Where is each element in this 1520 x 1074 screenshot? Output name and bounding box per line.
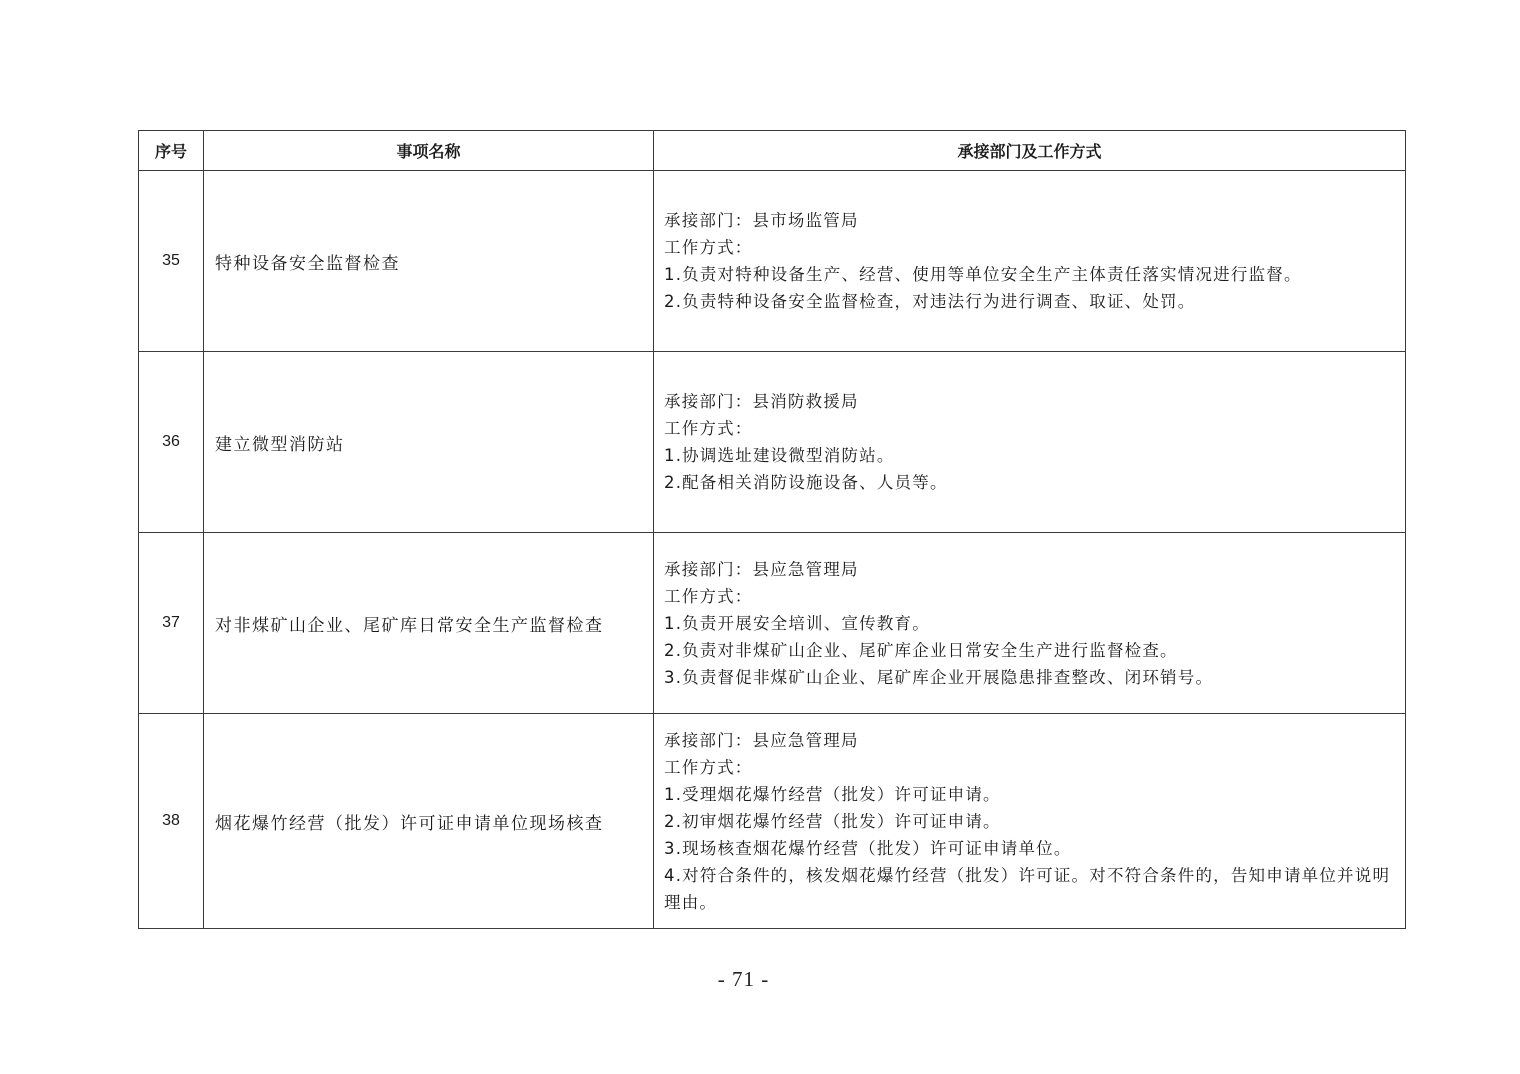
table-header-row bbox=[139, 131, 1406, 171]
department-and-method bbox=[654, 171, 1406, 352]
department-and-method bbox=[654, 533, 1406, 714]
department-and-method bbox=[654, 714, 1406, 929]
method-label: 工作方式： bbox=[664, 757, 753, 777]
table-row bbox=[139, 533, 1406, 714]
department-line: 承接部门：县应急管理局 bbox=[664, 730, 859, 750]
method-step: 4.对符合条件的，核发烟花爆竹经营（批发）许可证。对不符合条件的，告知申请单位并说明理由。 bbox=[664, 865, 1391, 912]
row-number: 38 bbox=[139, 714, 204, 929]
table-row bbox=[139, 352, 1406, 533]
header-item-name: 事项名称 bbox=[204, 131, 654, 171]
row-number: 37 bbox=[139, 533, 204, 714]
page-number: - 71 - bbox=[717, 967, 770, 991]
method-step: 2.配备相关消防设施设备、人员等。 bbox=[664, 473, 948, 492]
header-department-and-method: 承接部门及工作方式 bbox=[654, 131, 1406, 171]
method-step: 2.初审烟花爆竹经营（批发）许可证申请。 bbox=[664, 811, 1001, 831]
method-step: 3.现场核查烟花爆竹经营（批发）许可证申请单位。 bbox=[664, 838, 1072, 858]
method-step: 2.负责特种设备安全监督检查，对违法行为进行调查、取证、处罚。 bbox=[664, 292, 1196, 311]
method-step: 1.负责开展安全培训、宣传教育。 bbox=[664, 613, 930, 633]
method-label: 工作方式： bbox=[664, 419, 753, 438]
method-label: 工作方式： bbox=[664, 586, 753, 606]
row-number: 36 bbox=[139, 352, 204, 533]
department-line: 承接部门：县消防救援局 bbox=[664, 392, 859, 411]
item-name: 对非煤矿山企业、尾矿库日常安全生产监督检查 bbox=[204, 533, 654, 714]
method-step: 1.负责对特种设备生产、经营、使用等单位安全生产主体责任落实情况进行监督。 bbox=[664, 265, 1302, 284]
department-line: 承接部门：县应急管理局 bbox=[664, 559, 859, 579]
item-name: 建立微型消防站 bbox=[204, 352, 654, 533]
service-items-table bbox=[138, 130, 1406, 929]
department-and-method bbox=[654, 352, 1406, 533]
method-label: 工作方式： bbox=[664, 238, 753, 257]
method-step: 1.协调选址建设微型消防站。 bbox=[664, 446, 895, 465]
department-line: 承接部门：县市场监管局 bbox=[664, 211, 859, 230]
table-row bbox=[139, 714, 1406, 929]
row-number: 35 bbox=[139, 171, 204, 352]
item-name: 特种设备安全监督检查 bbox=[204, 171, 654, 352]
item-name: 烟花爆竹经营（批发）许可证申请单位现场核查 bbox=[204, 714, 654, 929]
method-step: 2.负责对非煤矿山企业、尾矿库企业日常安全生产进行监督检查。 bbox=[664, 640, 1178, 660]
method-step: 3.负责督促非煤矿山企业、尾矿库企业开展隐患排查整改、闭环销号。 bbox=[664, 667, 1214, 687]
header-serial-number: 序号 bbox=[139, 131, 204, 171]
method-step: 1.受理烟花爆竹经营（批发）许可证申请。 bbox=[664, 784, 1001, 804]
table-row bbox=[139, 171, 1406, 352]
